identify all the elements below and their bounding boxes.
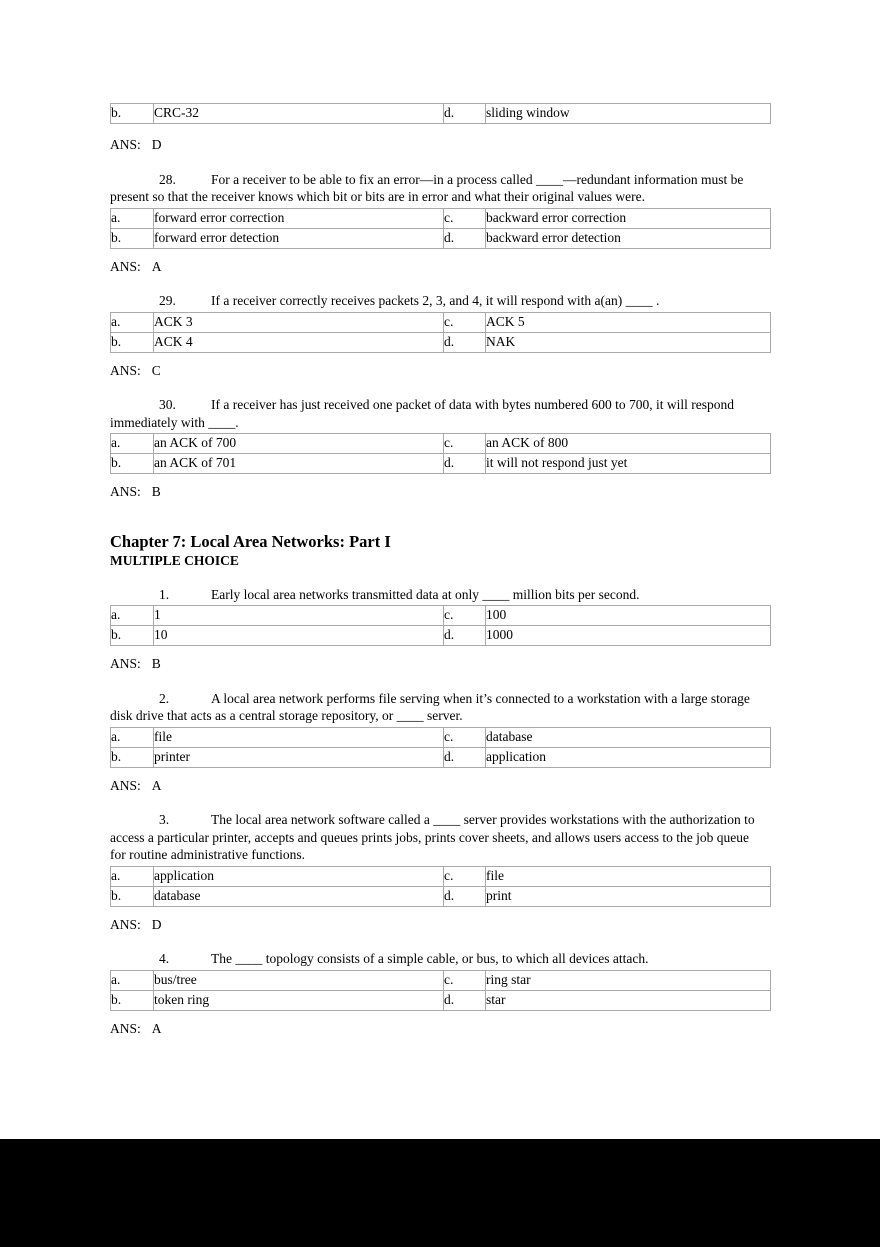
option-text: 10 <box>154 626 444 646</box>
answer-letter: B <box>151 656 161 671</box>
chapter-heading: Chapter 7: Local Area Networks: Part I <box>110 531 391 551</box>
answer-line <box>110 362 770 380</box>
question-28 <box>110 171 755 206</box>
option-letter: c. <box>444 208 486 228</box>
options-table <box>110 312 771 353</box>
answer-letter: D <box>151 137 162 152</box>
answer-line <box>110 136 770 154</box>
answer-label: ANS: <box>110 656 141 671</box>
option-letter: b. <box>111 228 154 248</box>
option-text: CRC-32 <box>154 104 444 124</box>
answer-label: ANS: <box>110 484 141 499</box>
question-1 <box>110 586 755 604</box>
option-text: bus/tree <box>154 970 444 990</box>
options-table <box>110 605 771 646</box>
option-letter: d. <box>444 104 486 124</box>
table-row <box>111 434 771 454</box>
option-text: star <box>486 990 771 1010</box>
table-row <box>111 454 771 474</box>
table-row <box>111 332 771 352</box>
option-text: 1000 <box>486 626 771 646</box>
answer-letter: A <box>151 1020 162 1036</box>
answer-label: ANS: <box>110 1020 141 1036</box>
option-letter: d. <box>444 228 486 248</box>
option-text: an ACK of 800 <box>486 434 771 454</box>
options-table <box>110 208 771 249</box>
option-letter: b. <box>111 104 154 124</box>
table-row <box>111 727 771 747</box>
answer-letter: D <box>151 916 162 932</box>
options-table <box>110 433 771 474</box>
question-text: The local area network software called a ____ server provides workstations with the authorization to access a particular printer, accepts and queues prints jobs, prints cover sheets, and allows users access to the job queue for routine administrative functions. <box>110 812 755 862</box>
answer-label: ANS: <box>110 916 141 932</box>
question-number: 1. <box>159 586 170 602</box>
option-letter: b. <box>111 747 154 767</box>
option-letter: c. <box>444 434 486 454</box>
option-letter: c. <box>444 727 486 747</box>
document-content <box>110 103 770 1037</box>
question-text: If a receiver correctly receives packets 2, 3, and 4, it will respond with a(an) ____ . <box>211 293 660 308</box>
table-row <box>111 990 771 1010</box>
option-letter: a. <box>111 434 154 454</box>
option-text: token ring <box>154 990 444 1010</box>
question-number: 4. <box>159 951 170 966</box>
option-text: print <box>486 886 771 906</box>
option-text: ACK 3 <box>154 312 444 332</box>
option-letter: b. <box>111 332 154 352</box>
option-text: ACK 5 <box>486 312 771 332</box>
table-row <box>111 886 771 906</box>
option-text: forward error correction <box>154 208 444 228</box>
table-row <box>111 104 771 124</box>
question-text: The ____ topology consists of a simple cable, or bus, to which all devices attach. <box>211 951 649 966</box>
option-letter: d. <box>444 626 486 646</box>
option-text: forward error detection <box>154 228 444 248</box>
question-29 <box>110 292 755 310</box>
answer-letter: A <box>151 258 162 274</box>
question-number: 29. <box>159 293 176 308</box>
answer-line <box>110 655 770 673</box>
options-table <box>110 970 771 1011</box>
option-letter: d. <box>444 990 486 1010</box>
table-row <box>111 312 771 332</box>
option-letter: b. <box>111 886 154 906</box>
option-letter: b. <box>111 626 154 646</box>
answer-line <box>110 777 770 795</box>
option-text: it will not respond just yet <box>486 454 771 474</box>
answer-label: ANS: <box>110 137 141 152</box>
question-30 <box>110 396 755 431</box>
option-letter: c. <box>444 606 486 626</box>
question-number: 3. <box>159 812 170 827</box>
option-letter: a. <box>111 970 154 990</box>
option-text: application <box>486 747 771 767</box>
option-text: backward error detection <box>486 228 771 248</box>
option-letter: b. <box>111 454 154 474</box>
option-text: database <box>154 886 444 906</box>
option-text: 1 <box>154 606 444 626</box>
answer-label: ANS: <box>110 362 141 378</box>
section-heading: MULTIPLE CHOICE <box>110 552 239 568</box>
option-text: application <box>154 866 444 886</box>
option-letter: b. <box>111 990 154 1010</box>
question-text: For a receiver to be able to fix an error—in a process called ____—redundant information must be present so that the receiver knows which bit or bits are in error and what their original values were. <box>110 171 744 204</box>
option-letter: c. <box>444 866 486 886</box>
option-letter: d. <box>444 747 486 767</box>
question-number: 2. <box>159 690 170 706</box>
option-letter: d. <box>444 454 486 474</box>
question-text: If a receiver has just received one packet of data with bytes numbered 600 to 700, it will respond immediately with ____. <box>110 397 734 430</box>
answer-line <box>110 258 770 276</box>
option-text: sliding window <box>486 104 771 124</box>
option-letter: c. <box>444 970 486 990</box>
table-row <box>111 228 771 248</box>
options-table <box>110 866 771 907</box>
answer-letter: A <box>151 777 162 793</box>
question-number: 30. <box>159 397 176 412</box>
table-row <box>111 606 771 626</box>
option-text: NAK <box>486 332 771 352</box>
option-text: file <box>154 727 444 747</box>
question-text: Early local area networks transmitted data at only ____ million bits per second. <box>211 586 640 602</box>
question-2 <box>110 690 755 725</box>
option-text: ACK 4 <box>154 332 444 352</box>
option-text: an ACK of 700 <box>154 434 444 454</box>
option-letter: a. <box>111 606 154 626</box>
option-text: file <box>486 866 771 886</box>
option-text: backward error correction <box>486 208 771 228</box>
option-letter: a. <box>111 866 154 886</box>
option-letter: a. <box>111 312 154 332</box>
question-text: A local area network performs file serving when it’s connected to a workstation with a large storage disk drive that acts as a central storage repository, or ____ server. <box>110 690 750 723</box>
option-letter: a. <box>111 208 154 228</box>
answer-label: ANS: <box>110 777 141 793</box>
table-row <box>111 208 771 228</box>
answer-line <box>110 916 770 934</box>
option-text: printer <box>154 747 444 767</box>
answer-label: ANS: <box>110 258 141 274</box>
answer-letter: B <box>151 484 161 499</box>
options-table-fragment <box>110 103 771 124</box>
option-letter: d. <box>444 886 486 906</box>
answer-line <box>110 1020 770 1038</box>
table-row <box>111 970 771 990</box>
option-text: an ACK of 701 <box>154 454 444 474</box>
answer-letter: C <box>151 362 161 378</box>
option-letter: d. <box>444 332 486 352</box>
option-text: database <box>486 727 771 747</box>
table-row <box>111 626 771 646</box>
option-letter: c. <box>444 312 486 332</box>
question-4 <box>110 950 755 968</box>
table-row <box>111 866 771 886</box>
question-number: 28. <box>159 171 176 187</box>
options-table <box>110 727 771 768</box>
question-3 <box>110 811 755 864</box>
option-text: 100 <box>486 606 771 626</box>
option-text: ring star <box>486 970 771 990</box>
option-letter: a. <box>111 727 154 747</box>
table-row <box>111 747 771 767</box>
answer-line <box>110 483 770 501</box>
